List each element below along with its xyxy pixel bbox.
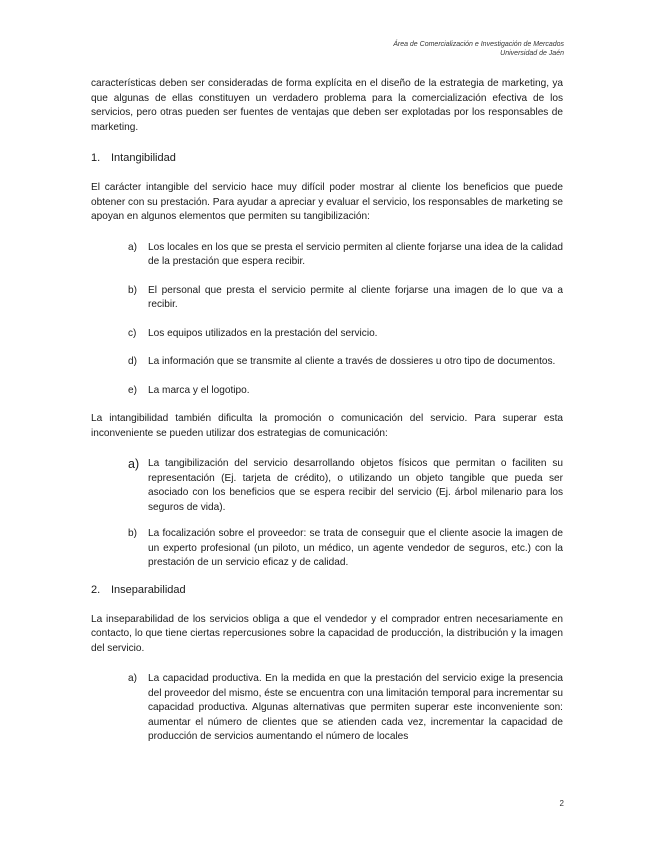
list-item [128, 355, 563, 370]
list-text: La marca y el logotipo. [148, 384, 250, 396]
list-marker: b) [128, 528, 137, 539]
section-2-paragraph-1: La inseparabilidad de los servicios obliga a que el vendedor y el comprador entren necesariamente en contacto, lo que tiene ciertas repercusiones sobre la capacidad de producción, la distribución y la imagen del servicio. [91, 613, 563, 654]
section-2-number: 2. [91, 583, 101, 596]
list-text: La focalización sobre el proveedor: se trata de conseguir que el cliente asocie la imagen de un experto profesional (un piloto, un médico, un agente vendedor de seguros, etc.) con la prestación de un servicio eficaz y de calidad. [148, 528, 563, 568]
page-number: 2 [559, 799, 564, 808]
section-1-heading [91, 151, 563, 165]
inseparability-list [91, 672, 563, 745]
page-header [393, 40, 564, 58]
section-1-paragraph-1: El carácter intangible del servicio hace muy difícil poder mostrar al cliente los beneficios que puede obtener con su prestación. Para ayudar a apreciar y evaluar el servicio, los responsables de marketing se apoyan en algunos elementos que permiten su tangibilización: [91, 182, 563, 222]
list-text: La tangibilización del servicio desarrollando objetos físicos que permitan o faciliten su representación (Ej. tarjeta de crédito), o utilizando un objeto tangible que pueda ser asociado con los beneficios que se espera recibir del servicio (Ej. árbol milenario para los seguros de vida). [148, 458, 563, 513]
list-item [128, 327, 563, 342]
list-marker: e) [128, 384, 137, 396]
section-1-number: 1. [91, 152, 101, 164]
list-item [128, 457, 563, 515]
list-marker: d) [128, 356, 137, 367]
list-item [128, 527, 563, 571]
list-text: Los locales en los que se presta el servicio permiten al cliente forjarse una idea de la calidad de la prestación que espera recibir. [148, 241, 563, 267]
list-item [128, 672, 563, 745]
section-1-title: Intangibilidad [111, 152, 176, 164]
section-1-paragraph-2: La intangibilidad también dificulta la promoción o comunicación del servicio. Para superar esta inconveniente se pueden utilizar dos estrategias de comunicación: [91, 413, 563, 439]
list-text: La información que se transmite al cliente a través de dossieres u otro tipo de documentos. [148, 356, 556, 367]
page-body [91, 77, 563, 759]
section-2-heading [91, 583, 563, 597]
intro-paragraph: características deben ser consideradas de forma explícita en el diseño de la estrategia de marketing, ya que algunas de ellas constituyen un verdadero problema para la comercialización efectiva de los servicios, pero otras pueden ser fuentes de ventajas que deben ser explotadas por los responsables de marketing. [91, 78, 563, 133]
header-department: Área de Comercialización e Investigación de Mercados [393, 41, 564, 48]
communication-strategies-list [91, 457, 563, 571]
tangibilization-list [91, 241, 563, 399]
list-item [128, 241, 563, 270]
list-marker: a) [128, 673, 137, 684]
list-item [128, 284, 563, 313]
list-text: El personal que presta el servicio permite al cliente forjarse una imagen de lo que va a recibir. [148, 284, 563, 310]
list-text: Los equipos utilizados en la prestación del servicio. [148, 327, 378, 339]
section-2-title: Inseparabilidad [111, 583, 186, 596]
list-marker: a) [128, 241, 137, 253]
list-item [128, 384, 563, 399]
list-marker: a) [128, 457, 140, 471]
list-text: La capacidad productiva. En la medida en que la prestación del servicio exige la presencia del proveedor del mismo, éste se encuentra con una limitación temporal para incrementar su capacidad productiva. Algunas alternativas que permiten superar este inconveniente son: aumentar el número de clientes que se atienden cada vez, incrementar la capacidad de producción de servicios aumentando el número de locales [148, 673, 563, 742]
list-marker: c) [128, 327, 137, 339]
list-marker: b) [128, 284, 137, 296]
header-university: Universidad de Jaén [500, 50, 564, 57]
